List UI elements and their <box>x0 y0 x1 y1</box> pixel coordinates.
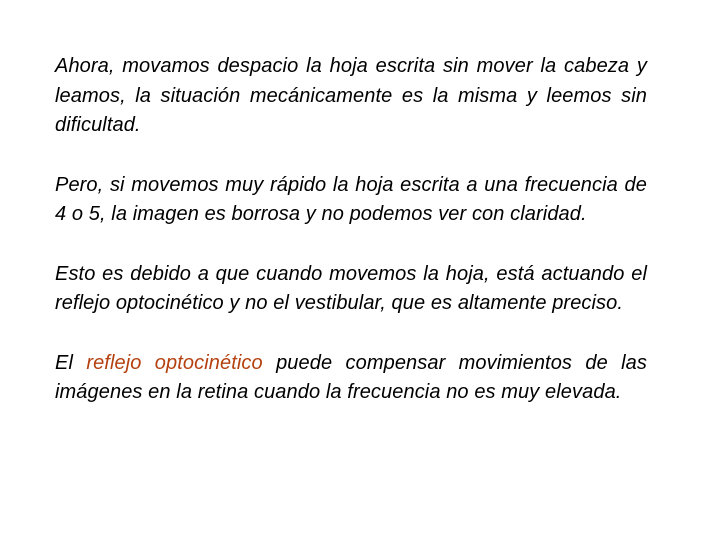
paragraph-4-before: El <box>55 351 87 374</box>
paragraph-4 <box>55 349 647 408</box>
paragraph-3: Esto es debido a que cuando movemos la hoja, está actuando el reflejo optocinético y no el vestibular, que es altamente preciso. <box>55 262 647 314</box>
paragraph-2: Pero, si movemos muy rápido la hoja escrita a una frecuencia de 4 o 5, la imagen es borrosa y no podemos ver con claridad. <box>55 173 647 225</box>
paragraph-1: Ahora, movamos despacio la hoja escrita sin mover la cabeza y leamos, la situación mecánicamente es la misma y leemos sin dificultad. <box>55 55 647 136</box>
paragraph-4-after: puede compensar movimientos de las imágenes en la retina cuando la frecuencia no es muy elevada. <box>55 351 647 403</box>
highlighted-term: reflejo optocinético <box>86 351 263 374</box>
text-body <box>55 52 647 438</box>
